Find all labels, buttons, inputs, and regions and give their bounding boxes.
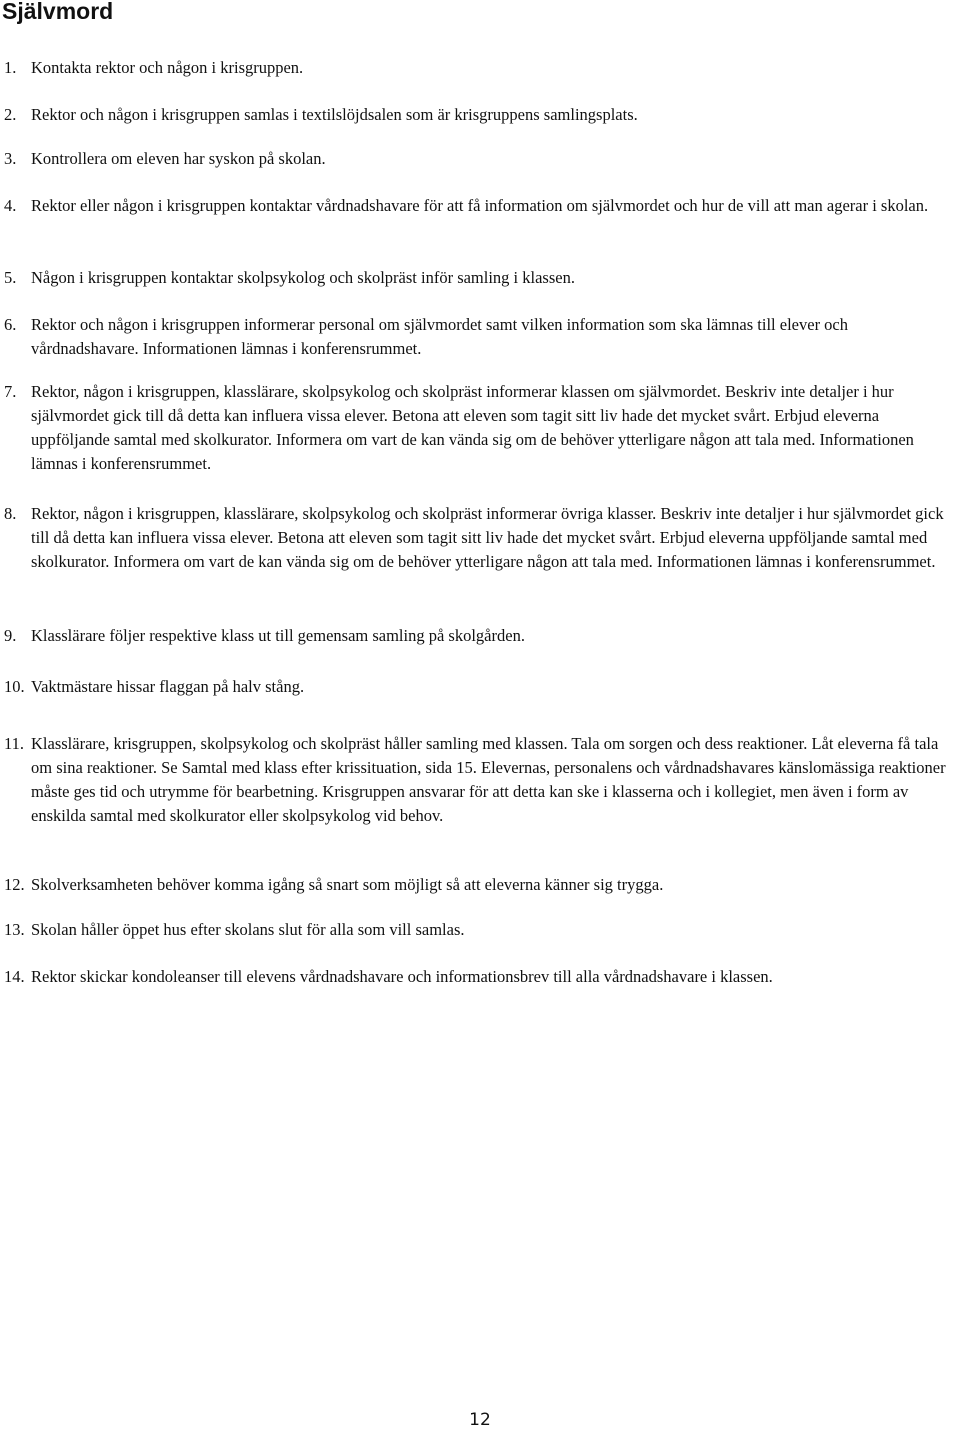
list-item-number: 13.	[4, 920, 25, 939]
list-item-number: 9.	[4, 626, 17, 645]
list-item-12	[4, 873, 956, 897]
list-item-9	[4, 624, 956, 648]
list-item-4	[4, 194, 956, 218]
list-item-text: Klasslärare följer respektive klass ut till gemensam samling på skolgården.	[31, 626, 525, 645]
list-item-number: 1.	[4, 58, 17, 77]
list-item-number: 12.	[4, 875, 25, 894]
list-item-number: 11.	[4, 734, 25, 753]
list-item-1	[4, 56, 956, 80]
list-item-number: 6.	[4, 315, 17, 334]
list-item-11	[4, 732, 956, 828]
list-item-text: Rektor och någon i krisgruppen samlas i textilslöjdsalen som är krisgruppens samlingsplats.	[31, 105, 638, 124]
list-item-7	[4, 380, 956, 476]
list-item-10	[4, 675, 956, 699]
list-item-8	[4, 502, 956, 574]
list-item-text: Rektor, någon i krisgruppen, klasslärare, skolpsykolog och skolpräst informerar övriga klasser. Beskriv inte detaljer i hur självmordet gick till då detta kan influera vissa elever. Betona att eleven som tagit sitt liv hade det mycket svårt. Erbjud eleverna uppföljande samtal med skolkurator. Informera om vart de kan vända sig om de behöver ytterligare någon att tala med. Informationen lämnas i konferensrummet.	[31, 504, 944, 571]
list-item-number: 7.	[4, 382, 17, 401]
list-item-text: Skolan håller öppet hus efter skolans slut för alla som vill samlas.	[31, 920, 465, 939]
list-item-number: 2.	[4, 105, 17, 124]
list-item-3	[4, 147, 956, 171]
list-item-number: 5.	[4, 268, 17, 287]
list-item-text: Kontakta rektor och någon i krisgruppen.	[31, 58, 304, 77]
list-item-6	[4, 313, 956, 361]
list-item-number: 3.	[4, 149, 17, 168]
list-item-text: Skolverksamheten behöver komma igång så snart som möjligt så att eleverna känner sig trygga.	[31, 875, 664, 894]
list-item-text: Rektor, någon i krisgruppen, klasslärare, skolpsykolog och skolpräst informerar klassen om självmordet. Beskriv inte detaljer i hur självmordet gick till då detta kan influera vissa elever. Betona att eleven som tagit sitt liv hade det mycket svårt. Erbjud eleverna uppföljande samtal med skolkurator. Informera om vart de kan vända sig om de behöver ytterligare någon att tala med. Informationen lämnas i konferensrummet.	[31, 382, 914, 473]
list-item-text: Klasslärare, krisgruppen, skolpsykolog och skolpräst håller samling med klassen. Tala om sorgen och dess reaktioner. Låt eleverna få tala om sina reaktioner. Se Samtal med klass efter krissituation, sida 15. Elevernas, personalens och vårdnadshavares känslomässiga reaktioner måste ges tid och utrymme för bearbetning. Krisgruppen ansvarar för att detta kan ske i klasserna och i kollegiet, men även i form av enskilda samtal med skolkurator eller skolpsykolog vid behov.	[31, 734, 946, 825]
list-item-number: 10.	[4, 677, 25, 696]
list-item-number: 4.	[4, 196, 17, 215]
list-item-text: Någon i krisgruppen kontaktar skolpsykolog och skolpräst inför samling i klassen.	[31, 268, 575, 287]
page-title: Självmord	[2, 0, 114, 24]
list-item-14	[4, 965, 956, 989]
list-item-text: Rektor skickar kondoleanser till elevens vårdnadshavare och informationsbrev till alla vårdnadshavare i klassen.	[31, 967, 773, 986]
list-item-text: Rektor och någon i krisgruppen informerar personal om självmordet samt vilken information som ska lämnas till elever och vårdnadshavare. Informationen lämnas i konferensrummet.	[31, 315, 849, 358]
page-number: 12	[469, 1410, 491, 1430]
list-item-number: 14.	[4, 967, 25, 986]
list-item-text: Vaktmästare hissar flaggan på halv stång.	[31, 677, 305, 696]
list-item-13	[4, 918, 956, 942]
list-item-5	[4, 266, 956, 290]
list-item-2	[4, 103, 956, 127]
list-item-text: Rektor eller någon i krisgruppen kontaktar vårdnadshavare för att få information om självmordet och hur de vill att man agerar i skolan.	[31, 196, 929, 215]
list-item-text: Kontrollera om eleven har syskon på skolan.	[31, 149, 326, 168]
list-item-number: 8.	[4, 504, 17, 523]
